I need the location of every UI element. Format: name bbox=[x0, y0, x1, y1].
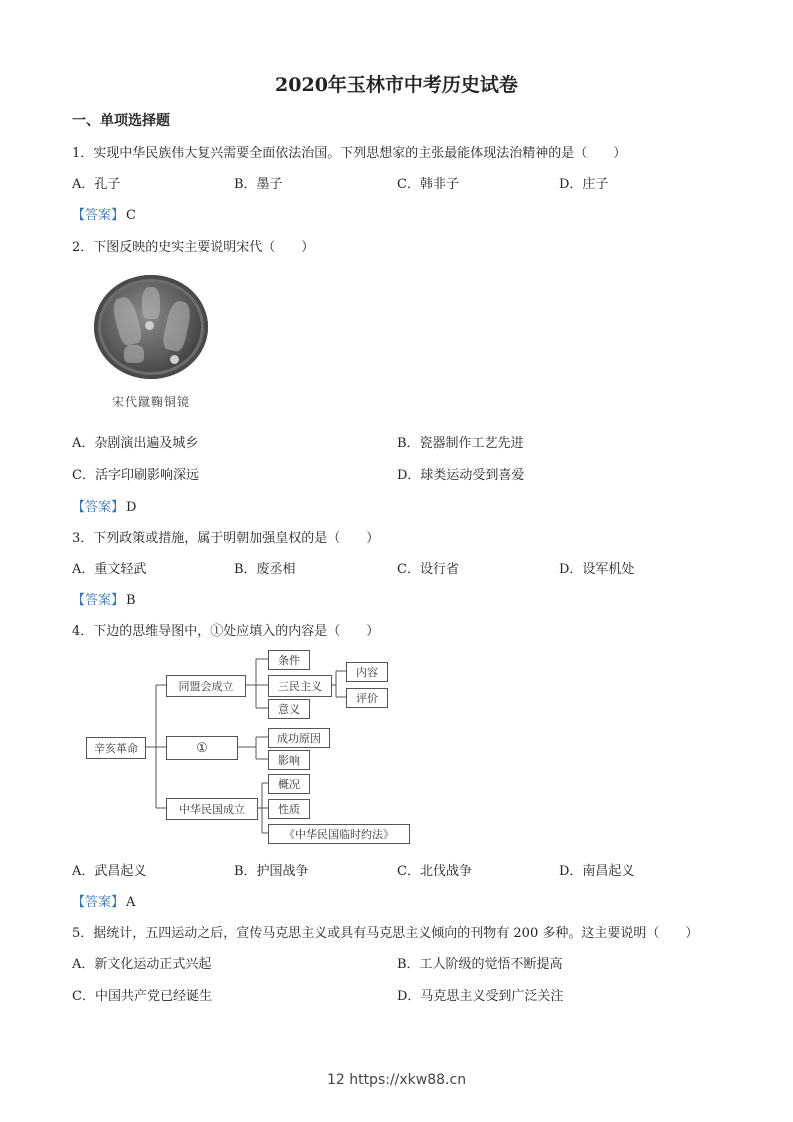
option-4-d: D．南昌起义 bbox=[559, 864, 635, 879]
option-3-a: A．重文轻武 bbox=[72, 562, 147, 577]
answer-label: 【答案】 bbox=[72, 208, 125, 223]
mindmap-node: 内容 bbox=[346, 662, 388, 682]
mindmap-branch-3: 中华民国成立 bbox=[166, 798, 258, 820]
option-4-b: B．护国战争 bbox=[234, 864, 309, 879]
option-2-a: A．杂剧演出遍及城乡 bbox=[72, 436, 199, 451]
mind-map-diagram bbox=[84, 645, 424, 850]
mindmap-node: 性质 bbox=[268, 799, 310, 819]
mindmap-node: 意义 bbox=[268, 699, 310, 719]
option-3-b: B．废丞相 bbox=[234, 562, 296, 577]
option-1-a: A．孔子 bbox=[72, 177, 121, 192]
mindmap-branch-1: 同盟会成立 bbox=[166, 675, 246, 697]
option-1-d: D．庄子 bbox=[559, 177, 609, 192]
page-title: 2020年玉林市中考历史试卷 bbox=[275, 74, 518, 96]
option-4-c: C．北伐战争 bbox=[397, 864, 472, 879]
answer-label: 【答案】 bbox=[72, 593, 125, 608]
ball-shape bbox=[145, 321, 154, 330]
mindmap-node: 概况 bbox=[268, 774, 310, 794]
ball-shape bbox=[170, 355, 179, 364]
answer-value: C bbox=[126, 208, 136, 223]
answer-value: A bbox=[126, 895, 136, 910]
answer-1 bbox=[72, 204, 136, 223]
option-5-a: A．新文化运动正式兴起 bbox=[72, 957, 212, 972]
bronze-mirror-image bbox=[92, 275, 210, 415]
option-3-d: D．设军机处 bbox=[559, 562, 635, 577]
option-2-b: B．瓷器制作工艺先进 bbox=[397, 436, 524, 451]
answer-3 bbox=[72, 589, 136, 608]
answer-label: 【答案】 bbox=[72, 895, 125, 910]
option-2-d: D．球类运动受到喜爱 bbox=[397, 468, 525, 483]
mindmap-node: 《中华民国临时约法》 bbox=[268, 824, 410, 844]
mindmap-node: 成功原因 bbox=[268, 728, 330, 748]
answer-2 bbox=[72, 496, 136, 515]
figure-shape bbox=[124, 345, 144, 363]
section-heading: 一、单项选择题 bbox=[72, 113, 170, 129]
mindmap-node: 三民主义 bbox=[268, 675, 332, 697]
question-stem-3: 3．下列政策或措施，属于明朝加强皇权的是（ ） bbox=[72, 531, 380, 546]
figure-shape bbox=[142, 287, 160, 319]
question-stem-1: 1．实现中华民族伟大复兴需要全面依法治国。下列思想家的主张最能体现法治精神的是（ ） bbox=[72, 146, 627, 161]
option-1-b: B．墨子 bbox=[234, 177, 283, 192]
mindmap-root: 辛亥革命 bbox=[86, 737, 146, 759]
option-2-c: C．活字印刷影响深远 bbox=[72, 468, 199, 483]
figure-shape bbox=[110, 295, 144, 347]
image-caption: 宋代蹴鞠铜镜 bbox=[111, 395, 190, 409]
mindmap-node: 评价 bbox=[346, 688, 388, 708]
figure-shape bbox=[161, 299, 193, 352]
answer-4 bbox=[72, 891, 135, 910]
answer-value: B bbox=[126, 593, 136, 608]
mirror-disc bbox=[94, 275, 208, 379]
option-5-d: D．马克思主义受到广泛关注 bbox=[397, 989, 564, 1004]
question-stem-4: 4．下边的思维导图中，①处应填入的内容是（ ） bbox=[72, 624, 380, 639]
question-stem-2: 2．下图反映的史实主要说明宋代（ ） bbox=[72, 240, 315, 255]
option-5-c: C．中国共产党已经诞生 bbox=[72, 989, 212, 1004]
option-3-c: C．设行省 bbox=[397, 562, 459, 577]
mindmap-branch-2: ① bbox=[166, 736, 238, 760]
page-footer: 12 https://xkw88.cn bbox=[326, 1072, 467, 1088]
mindmap-node: 影响 bbox=[268, 750, 310, 770]
answer-value: D bbox=[126, 500, 137, 515]
answer-label: 【答案】 bbox=[72, 500, 125, 515]
option-5-b: B．工人阶级的觉悟不断提高 bbox=[397, 957, 563, 972]
option-4-a: A．武昌起义 bbox=[72, 864, 147, 879]
option-1-c: C．韩非子 bbox=[397, 177, 459, 192]
question-stem-5: 5．据统计，五四运动之后，宣传马克思主义或具有马克思主义倾向的刊物有 200 多种。这主要说明（ ） bbox=[72, 926, 699, 941]
mindmap-node: 条件 bbox=[268, 650, 310, 670]
